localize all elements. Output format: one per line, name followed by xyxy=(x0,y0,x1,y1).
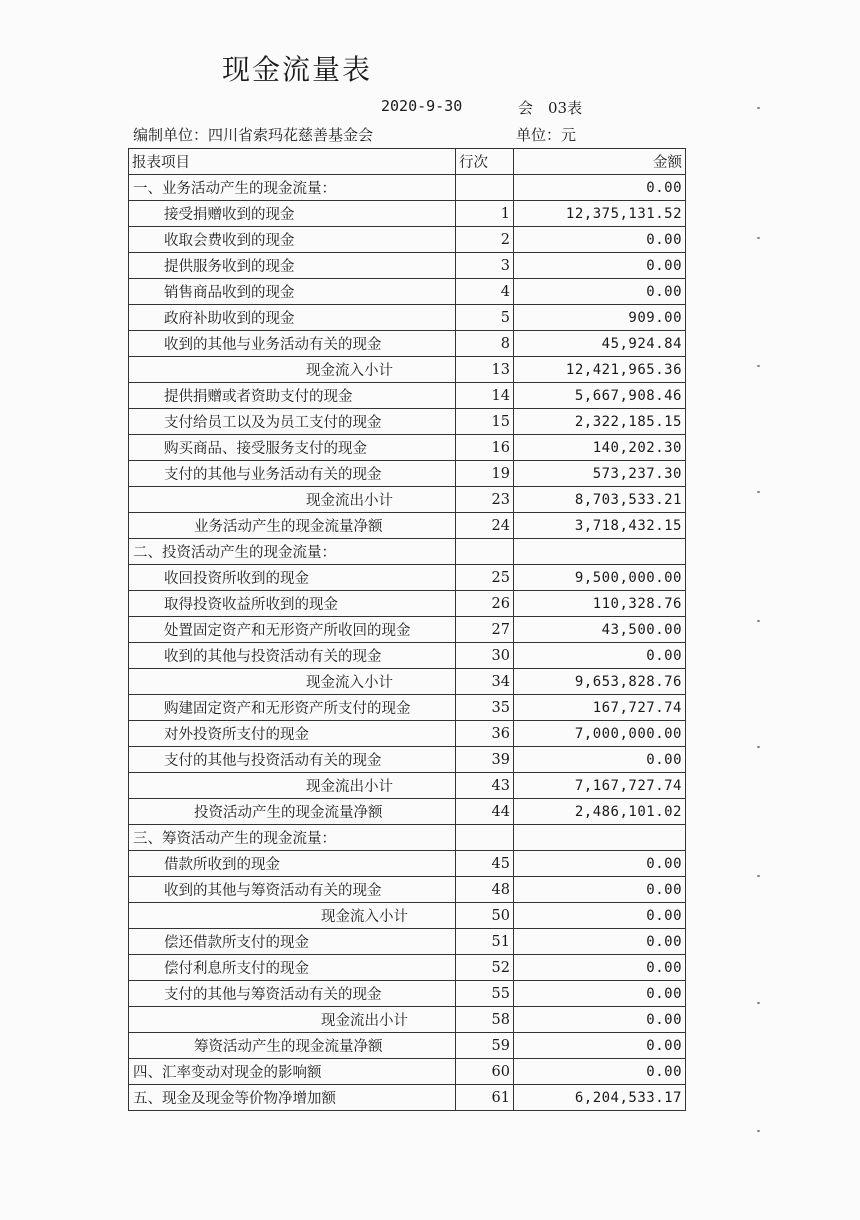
table-row xyxy=(129,773,686,799)
table-row xyxy=(129,1085,686,1111)
scan-speck xyxy=(757,237,760,239)
row-line-number: 34 xyxy=(456,669,514,695)
row-item-label: 处置固定资产和无形资产所收回的现金 xyxy=(129,617,456,643)
row-line-number: 43 xyxy=(456,773,514,799)
row-amount: 0.00 xyxy=(514,955,686,981)
table-row xyxy=(129,851,686,877)
row-amount: 9,653,828.76 xyxy=(514,669,686,695)
row-amount: 167,727.74 xyxy=(514,695,686,721)
row-item-label: 现金流出小计 xyxy=(129,1007,456,1033)
row-amount: 12,375,131.52 xyxy=(514,201,686,227)
scan-speck xyxy=(757,620,760,622)
row-amount: 7,167,727.74 xyxy=(514,773,686,799)
table-row xyxy=(129,669,686,695)
table-row xyxy=(129,357,686,383)
row-line-number: 51 xyxy=(456,929,514,955)
row-line-number: 8 xyxy=(456,331,514,357)
row-item-label: 收到的其他与筹资活动有关的现金 xyxy=(129,877,456,903)
scan-speck xyxy=(757,491,760,493)
row-item-label: 购建固定资产和无形资产所支付的现金 xyxy=(129,695,456,721)
row-line-number: 52 xyxy=(456,955,514,981)
table-row xyxy=(129,747,686,773)
row-line-number: 1 xyxy=(456,201,514,227)
row-item-label: 三、筹资活动产生的现金流量： xyxy=(129,825,456,851)
table-row xyxy=(129,487,686,513)
row-line-number: 60 xyxy=(456,1059,514,1085)
scan-speck xyxy=(757,746,760,748)
row-amount: 0.00 xyxy=(514,253,686,279)
table-row xyxy=(129,591,686,617)
row-amount: 0.00 xyxy=(514,175,686,201)
table-row xyxy=(129,903,686,929)
row-item-label: 收到的其他与投资活动有关的现金 xyxy=(129,643,456,669)
row-item-label: 投资活动产生的现金流量净额 xyxy=(129,799,456,825)
scan-speck xyxy=(757,875,760,877)
row-amount: 0.00 xyxy=(514,903,686,929)
table-row xyxy=(129,1059,686,1085)
row-item-label: 购买商品、接受服务支付的现金 xyxy=(129,435,456,461)
row-item-label: 五、现金及现金等价物净增加额 xyxy=(129,1085,456,1111)
table-row xyxy=(129,305,686,331)
table-row xyxy=(129,253,686,279)
row-amount: 43,500.00 xyxy=(514,617,686,643)
table-row xyxy=(129,643,686,669)
row-item-label: 借款所收到的现金 xyxy=(129,851,456,877)
row-amount: 0.00 xyxy=(514,877,686,903)
row-item-label: 现金流入小计 xyxy=(129,903,456,929)
row-line-number: 39 xyxy=(456,747,514,773)
scan-speck xyxy=(757,1002,760,1004)
row-line-number: 26 xyxy=(456,591,514,617)
row-amount: 0.00 xyxy=(514,851,686,877)
table-row xyxy=(129,617,686,643)
row-line-number: 2 xyxy=(456,227,514,253)
row-line-number: 4 xyxy=(456,279,514,305)
report-date: 2020-9-30 xyxy=(381,97,463,115)
row-amount: 0.00 xyxy=(514,279,686,305)
row-item-label: 收取会费收到的现金 xyxy=(129,227,456,253)
row-item-label: 现金流入小计 xyxy=(129,669,456,695)
currency-unit: 单位：元 xyxy=(516,126,577,144)
row-item-label: 支付的其他与筹资活动有关的现金 xyxy=(129,981,456,1007)
row-line-number: 15 xyxy=(456,409,514,435)
row-line-number: 13 xyxy=(456,357,514,383)
row-item-label: 现金流出小计 xyxy=(129,773,456,799)
row-line-number: 3 xyxy=(456,253,514,279)
row-line-number: 23 xyxy=(456,487,514,513)
row-item-label: 二、投资活动产生的现金流量： xyxy=(129,539,456,565)
table-row xyxy=(129,565,686,591)
table-row xyxy=(129,175,686,201)
table-row xyxy=(129,383,686,409)
row-item-label: 取得投资收益所收到的现金 xyxy=(129,591,456,617)
row-line-number: 50 xyxy=(456,903,514,929)
row-amount: 5,667,908.46 xyxy=(514,383,686,409)
row-item-label: 支付的其他与业务活动有关的现金 xyxy=(129,461,456,487)
row-amount: 140,202.30 xyxy=(514,435,686,461)
row-item-label: 四、汇率变动对现金的影响额 xyxy=(129,1059,456,1085)
row-amount: 0.00 xyxy=(514,1059,686,1085)
row-amount: 2,486,101.02 xyxy=(514,799,686,825)
row-line-number: 25 xyxy=(456,565,514,591)
row-item-label: 一、业务活动产生的现金流量： xyxy=(129,175,456,201)
row-line-number xyxy=(456,825,514,851)
scan-speck xyxy=(757,365,760,367)
table-row xyxy=(129,409,686,435)
row-line-number: 27 xyxy=(456,617,514,643)
table-row xyxy=(129,513,686,539)
row-amount: 0.00 xyxy=(514,747,686,773)
row-item-label: 销售商品收到的现金 xyxy=(129,279,456,305)
row-item-label: 支付给员工以及为员工支付的现金 xyxy=(129,409,456,435)
row-amount xyxy=(514,539,686,565)
row-line-number: 55 xyxy=(456,981,514,1007)
row-amount xyxy=(514,825,686,851)
row-line-number: 16 xyxy=(456,435,514,461)
table-row xyxy=(129,1033,686,1059)
row-amount: 573,237.30 xyxy=(514,461,686,487)
row-item-label: 现金流入小计 xyxy=(129,357,456,383)
table-row xyxy=(129,721,686,747)
row-item-label: 偿付利息所支付的现金 xyxy=(129,955,456,981)
row-item-label: 提供服务收到的现金 xyxy=(129,253,456,279)
table-row xyxy=(129,799,686,825)
row-item-label: 收回投资所收到的现金 xyxy=(129,565,456,591)
header-line-no: 行次 xyxy=(456,149,514,175)
row-item-label: 收到的其他与业务活动有关的现金 xyxy=(129,331,456,357)
row-amount: 9,500,000.00 xyxy=(514,565,686,591)
row-line-number: 58 xyxy=(456,1007,514,1033)
row-line-number xyxy=(456,175,514,201)
row-line-number: 45 xyxy=(456,851,514,877)
header-amount: 金额 xyxy=(514,149,686,175)
form-number: 会 03表 xyxy=(518,99,583,117)
table-row xyxy=(129,929,686,955)
row-line-number: 44 xyxy=(456,799,514,825)
table-row xyxy=(129,331,686,357)
row-item-label: 支付的其他与投资活动有关的现金 xyxy=(129,747,456,773)
table-row xyxy=(129,981,686,1007)
row-amount: 909.00 xyxy=(514,305,686,331)
table-row xyxy=(129,955,686,981)
row-amount: 6,204,533.17 xyxy=(514,1085,686,1111)
row-amount: 8,703,533.21 xyxy=(514,487,686,513)
table-row xyxy=(129,279,686,305)
table-row xyxy=(129,877,686,903)
row-amount: 7,000,000.00 xyxy=(514,721,686,747)
row-amount: 2,322,185.15 xyxy=(514,409,686,435)
row-item-label: 筹资活动产生的现金流量净额 xyxy=(129,1033,456,1059)
table-row xyxy=(129,695,686,721)
scan-speck xyxy=(757,1130,760,1132)
row-line-number: 35 xyxy=(456,695,514,721)
row-amount: 45,924.84 xyxy=(514,331,686,357)
row-item-label: 政府补助收到的现金 xyxy=(129,305,456,331)
row-line-number: 59 xyxy=(456,1033,514,1059)
row-line-number: 19 xyxy=(456,461,514,487)
header-item: 报表项目 xyxy=(129,149,456,175)
row-amount: 0.00 xyxy=(514,981,686,1007)
report-title: 现金流量表 xyxy=(222,53,373,86)
row-amount: 12,421,965.36 xyxy=(514,357,686,383)
table-row xyxy=(129,825,686,851)
reporting-organization: 编制单位：四川省索玛花慈善基金会 xyxy=(133,126,374,144)
row-amount: 0.00 xyxy=(514,1007,686,1033)
row-amount: 0.00 xyxy=(514,227,686,253)
row-line-number: 14 xyxy=(456,383,514,409)
row-item-label: 现金流出小计 xyxy=(129,487,456,513)
table-row xyxy=(129,227,686,253)
row-amount: 0.00 xyxy=(514,929,686,955)
row-line-number xyxy=(456,539,514,565)
row-amount: 3,718,432.15 xyxy=(514,513,686,539)
row-line-number: 61 xyxy=(456,1085,514,1111)
row-item-label: 偿还借款所支付的现金 xyxy=(129,929,456,955)
row-amount: 0.00 xyxy=(514,1033,686,1059)
row-line-number: 36 xyxy=(456,721,514,747)
table-row xyxy=(129,201,686,227)
row-item-label: 对外投资所支付的现金 xyxy=(129,721,456,747)
row-item-label: 业务活动产生的现金流量净额 xyxy=(129,513,456,539)
row-item-label: 接受捐赠收到的现金 xyxy=(129,201,456,227)
scan-speck xyxy=(757,107,760,109)
table-row xyxy=(129,539,686,565)
table-row xyxy=(129,435,686,461)
row-line-number: 48 xyxy=(456,877,514,903)
row-amount: 110,328.76 xyxy=(514,591,686,617)
row-amount: 0.00 xyxy=(514,643,686,669)
row-line-number: 30 xyxy=(456,643,514,669)
table-row xyxy=(129,461,686,487)
table-header-row xyxy=(129,149,686,175)
row-line-number: 5 xyxy=(456,305,514,331)
row-item-label: 提供捐赠或者资助支付的现金 xyxy=(129,383,456,409)
table-row xyxy=(129,1007,686,1033)
cash-flow-table xyxy=(128,148,686,1111)
row-line-number: 24 xyxy=(456,513,514,539)
